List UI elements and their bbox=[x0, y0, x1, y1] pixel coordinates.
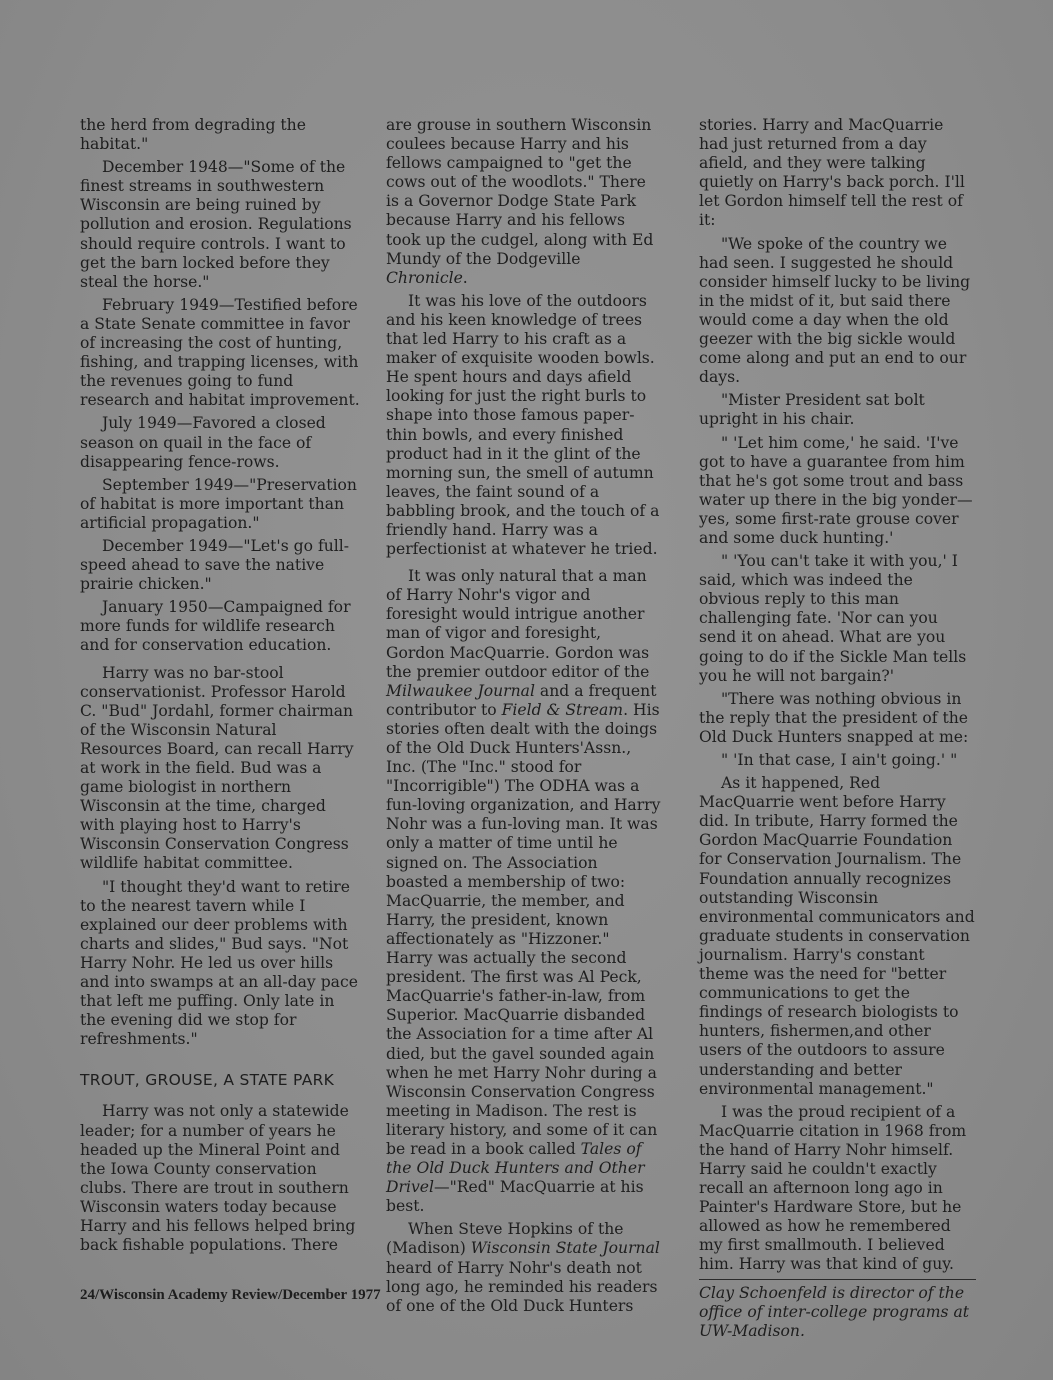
section-heading: TROUT, GROUSE, A STATE PARK bbox=[80, 1071, 335, 1090]
paragraph: " 'In that case, I ain't going.' " bbox=[721, 751, 958, 769]
paragraph: January 1950—Campaigned for more funds for wildlife research and for conservation education. bbox=[80, 598, 351, 655]
paragraph: " 'You can't take it with you,' I said, which was indeed the obvious reply to this man challenging fate. 'Nor can you send it on ahead. What are you going to do if the Sickle Man tells you he will not bargain?' bbox=[699, 552, 967, 685]
column-3 bbox=[699, 116, 976, 1345]
paragraph: "We spoke of the country we had seen. I suggested he should consider himself lucky to be living in the midst of it, but said there would come a day when the old geezer with the big sickle would come along and put an end to our days. bbox=[699, 234, 971, 387]
paragraph: July 1949—Favored a closed season on quail in the face of disappearing fence-rows. bbox=[80, 414, 326, 471]
paragraph: the herd from degrading the habitat." bbox=[80, 116, 306, 154]
author-byline: Clay Schoenfeld is director of the office of inter-college programs at UW-Madison. bbox=[699, 1283, 970, 1340]
paragraph: It was only natural that a man of Harry Nohr's vigor and foresight would intrigue another man of vigor and foresight, Gordon MacQuarrie. Gordon was the premier outdoor editor of the Milwaukee Journal and a frequent contributor to Field & Stream. His stories often dealt with the doings of the Old Duck Hunters'Assn., Inc. (The "Inc." stood for "Incorrigible") The ODHA was a fun-loving organization, and Harry Nohr was a fun-loving man. It was only a matter of time until he signed on. The Association boasted a membership of two: MacQuarrie, the member, and Harry, the president, known affectionately as "Hizzoner." Harry was actually the second president. The first was Al Peck, MacQuarrie's father-in-law, from Superior. MacQuarrie disbanded the Association for a time after Al died, but the gavel sounded again when he met Harry Nohr during a Wisconsin Conservation Congress meeting in Madison. The rest is literary history, and some of it can be read in a book called Tales of the Old Duck Hunters and Other Drivel—"Red" MacQuarrie at his best. bbox=[386, 567, 661, 1216]
paragraph: are grouse in southern Wisconsin coulees because Harry and his fellows campaigned to "get the cows out of the woodlots." There is a Governor Dodge State Park because Harry and his fellows took up the cudgel, along with Ed Mundy of the Dodgeville Chronicle. bbox=[386, 116, 654, 287]
paragraph: Harry was no bar-stool conservationist. Professor Harold C. "Bud" Jordahl, former chairman of the Wisconsin Natural Resources Board, can recall Harry at work in the field. Bud was a game biologist in northern Wisconsin at the time, charged with playing host to Harry's Wisconsin Conservation Congress wildlife habitat committee. bbox=[80, 663, 354, 873]
paragraph: As it happened, Red MacQuarrie went before Harry did. In tribute, Harry formed the Gordon MacQuarrie Foundation for Conservation Journalism. The Foundation annually recognizes outstanding Wisconsin environmental communicators and graduate students in conservation journalism. Harry's constant theme was the need for "better communications to get the findings of research biologists to hunters, fishermen,and other users of the outdoors to assure understanding and better environmental management." bbox=[699, 774, 975, 1098]
paragraph: February 1949—Testified before a State Senate committee in favor of increasing the cost of hunting, fishing, and trapping licenses, with the revenues going to fund research and habitat improvement. bbox=[80, 295, 360, 410]
paragraph: I was the proud recipient of a MacQuarrie citation in 1968 from the hand of Harry Nohr himself. Harry said he couldn't exactly recall an afternoon long ago in Painter's Hardware Store, but he allowed as how he remembered my first smallmouth. I believed him. Harry was that kind of guy. bbox=[699, 1102, 967, 1274]
paragraph: Harry was not only a statewide leader; for a number of years he headed up the Mineral Point and the Iowa County conservation clubs. There are trout in southern Wisconsin waters today because Harry and his fellows helped bring back fishable populations. There bbox=[80, 1102, 356, 1255]
paragraph: " 'Let him come,' he said. 'I've got to have a guarantee from him that he's got some trout and bass water up there in the big yonder—yes, some first-rate grouse cover and some duck hunting.' bbox=[699, 433, 973, 547]
column-2 bbox=[386, 116, 661, 1320]
divider-rule bbox=[699, 1279, 976, 1280]
paragraph: It was his love of the outdoors and his keen knowledge of trees that led Harry to his craft as a maker of exquisite wooden bowls. He spent hours and days afield looking for just the right burls to shape into those famous paper-thin bowls, and every finished product had in it the glint of the morning sun, the smell of autumn leaves, the faint sound of a babbling brook, and the touch of a friendly hand. Harry was a perfectionist at whatever he tried. bbox=[386, 291, 660, 559]
page-footer: 24/Wisconsin Academy Review/December 1977 bbox=[80, 1287, 381, 1303]
paragraph: December 1948—"Some of the finest streams in southwestern Wisconsin are being ruined by pollution and erosion. Regulations should require controls. I want to get the barn locked before they steal the horse." bbox=[80, 158, 352, 291]
paragraph: stories. Harry and MacQuarrie had just returned from a day afield, and they were talking quietly on Harry's back porch. I'll let Gordon himself tell the rest of it: bbox=[699, 116, 965, 230]
paragraph: "I thought they'd want to retire to the nearest tavern while I explained our deer problems with charts and slides," Bud says. "Not Harry Nohr. He led us over hills and into swamps at an all-day pace that left me puffing. Only late in the evening did we stop for refreshments." bbox=[80, 877, 358, 1049]
paragraph: December 1949—"Let's go full-speed ahead to save the native prairie chicken." bbox=[80, 536, 350, 594]
paragraph: "There was nothing obvious in the reply that the president of the Old Duck Hunters snapped at me: bbox=[699, 689, 969, 746]
paragraph: September 1949—"Preservation of habitat is more important than artificial propagation." bbox=[80, 475, 357, 532]
paragraph: When Steve Hopkins of the (Madison) Wisconsin State Journal heard of Harry Nohr's death not long ago, he reminded his readers of one of the Old Duck Hunters bbox=[386, 1220, 660, 1315]
column-1 bbox=[80, 116, 361, 1259]
paragraph: "Mister President sat bolt upright in his chair. bbox=[699, 391, 925, 429]
